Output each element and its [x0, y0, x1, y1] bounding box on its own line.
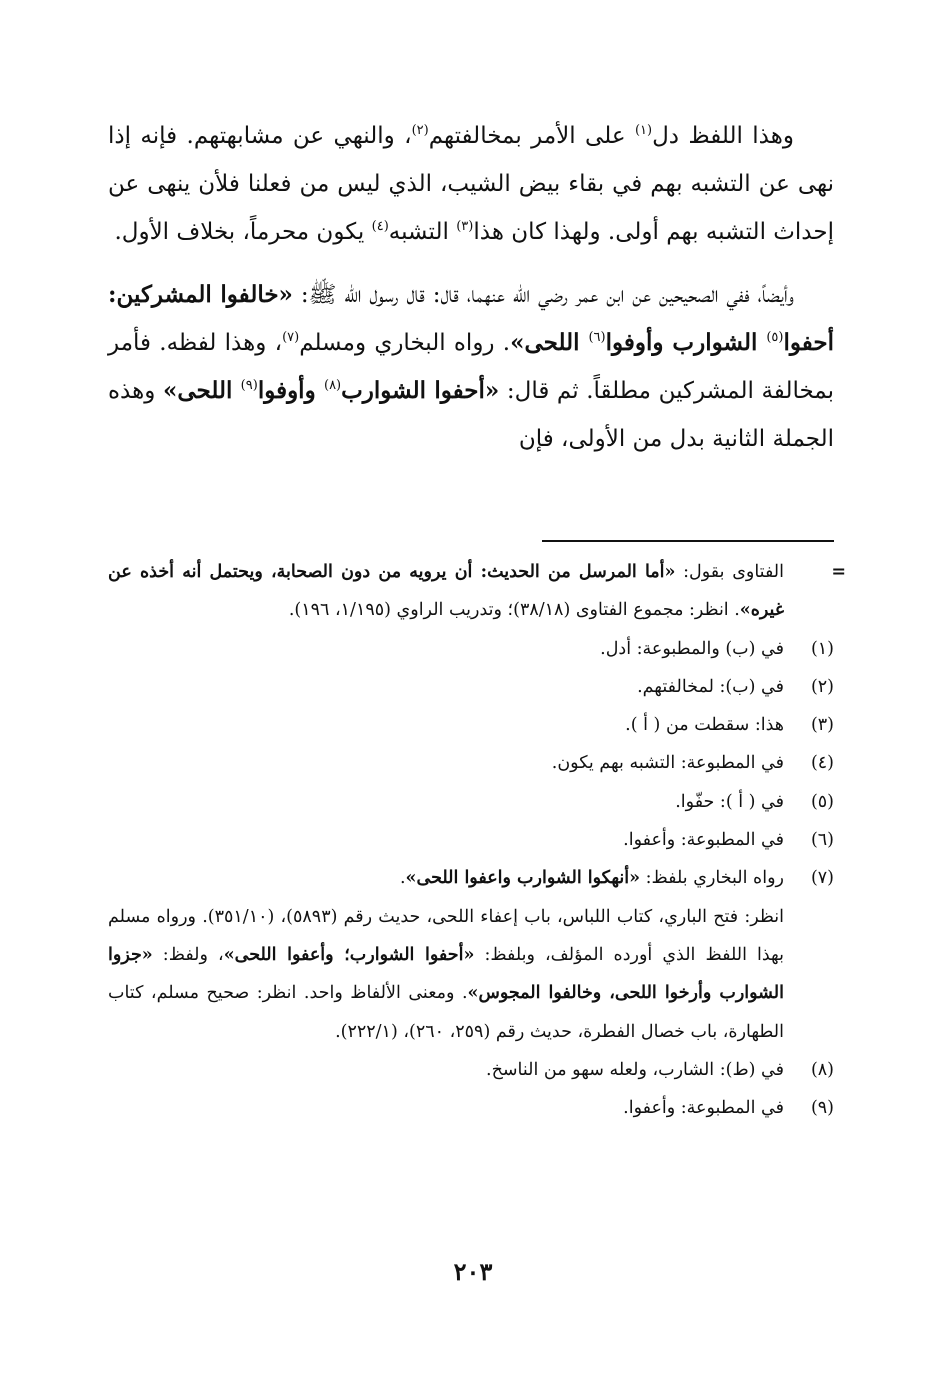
footnote-number: (٨) — [810, 1059, 834, 1080]
footnote-text: . انظر: مجموع الفتاوى (٣٨/١٨)؛ وتدريب الراوي (١/١٩٥، ١٩٦). — [288, 600, 740, 621]
paragraph-text: يكون محرماً، بخلاف الأول. — [114, 219, 372, 245]
page-number: ٢٠٣ — [453, 1257, 493, 1286]
paragraph — [108, 112, 834, 256]
footnote-divider — [542, 540, 834, 542]
footnote-number: (٩) — [810, 1098, 834, 1119]
footnote-quote: «أما المرسل من الحديث: أن يرويه من دون الصحابة، ويحتمل أنه أخذه عن غيره» — [108, 562, 784, 621]
footnote-reference[interactable]: (٨) — [323, 378, 342, 393]
paragraph-text: . رواه البخاري ومسلم — [299, 330, 511, 356]
footnote-text: رواه البخاري بلفظ: — [640, 868, 784, 889]
paragraph-text: ، والنهي عن مشابهتهم. فإنه إذا نهى عن التشبه بهم في بقاء بيض الشيب، الذي ليس من فعلنا فلأن ينهى عن إحداث التشبه بهم أولى. ولهذا كان هذا — [108, 123, 834, 245]
footnotes — [108, 553, 846, 1127]
footnote-quote: «أحفوا الشوارب؛ وأعفوا اللحى» — [223, 944, 475, 965]
footnote-item — [108, 1051, 834, 1089]
footnote-number: (٣) — [810, 715, 834, 736]
footnote-text: . — [399, 868, 406, 889]
footnote-text: في (ب): لمخالفتهم. — [637, 676, 784, 697]
footnote-number: (٥) — [810, 791, 834, 812]
footnote-text: ، ولفظ: — [152, 944, 224, 965]
footnote-item — [108, 706, 834, 744]
footnote-item — [108, 783, 834, 821]
paragraph — [108, 271, 834, 463]
hadith-quote: وأوفوا — [257, 377, 324, 404]
footnote-item — [108, 859, 834, 897]
footnote-reference[interactable]: (٢) — [411, 123, 429, 138]
footnote-reference[interactable]: (٤) — [371, 219, 389, 234]
footnote-text: الفتاوى بقول: — [675, 562, 785, 582]
footnote-number: (٦) — [810, 830, 834, 851]
hadith-quote: اللحى» — [510, 329, 589, 356]
continuation-mark: = — [831, 562, 846, 582]
footnote-text: في المطبوعة: وأعفوا. — [623, 1098, 784, 1119]
hadith-quote: اللحى» — [162, 377, 241, 404]
footnote-reference[interactable]: (٣) — [456, 219, 474, 234]
hadith-quote: «أحفوا الشوارب — [341, 377, 500, 404]
footnote-item — [108, 630, 834, 668]
footnote-text: . ومعنى الألفاظ واحد. انظر: صحيح مسلم، كتاب الطهارة، باب خصال الفطرة، حديث رقم (٢٥٩، ٢٦٠)، (٢٢٢/١). — [108, 983, 784, 1042]
footnote-reference[interactable]: (٧) — [282, 330, 300, 345]
paragraph-text: وهذا اللفظ دل — [652, 123, 794, 149]
footnote-text: في المطبوعة: التشبه بهم يكون. — [551, 753, 784, 774]
footnote-continuation — [108, 553, 846, 630]
footnote-reference[interactable]: (١) — [634, 123, 653, 138]
footnote-item — [108, 744, 834, 782]
footnote-quote: «جزوا الشوارب وأرخوا اللحى، وخالفوا المجوس» — [108, 944, 784, 1004]
main-text — [108, 112, 834, 463]
footnote-text: هذا: سقطت من ( أ ). — [625, 715, 784, 736]
footnote-item — [108, 821, 834, 859]
paragraph-text: وهذه الجملة الثانية بدل من الأولى، فإن — [108, 378, 834, 452]
footnote-text: في المطبوعة: وأعفوا. — [623, 830, 784, 851]
paragraph-text: على الأمر بمخالفتهم — [428, 123, 635, 149]
footnote-reference[interactable]: (٥) — [766, 330, 784, 345]
footnote-number: (٤) — [810, 753, 834, 774]
footnote-item — [108, 668, 834, 706]
footnote-text: في (ب) والمطبوعة: أدل. — [600, 638, 784, 659]
footnote-text: انظر: فتح الباري، كتاب اللباس، باب إعفاء اللحى، حديث رقم (٥٨٩٣)، (٣٥١/١٠). ورواه مسلم بهذا اللفظ الذي أورده المؤلف، وبلفظ: — [108, 906, 784, 965]
paragraph-text: ، وهذا لفظه. فأمر بمخالفة المشركين مطلقاً. ثم قال: — [108, 330, 834, 404]
footnote-number: (٢) — [810, 676, 834, 697]
footnote-reference[interactable]: (٩) — [240, 378, 258, 393]
footnote-item-body — [108, 898, 834, 1051]
hadith-quote: «خالفوا المشركين: أحفوا — [108, 281, 834, 356]
footnote-quote: «أنهكوا الشوارب واعفوا اللحى» — [405, 868, 641, 889]
footnote-item — [108, 1089, 834, 1127]
footnote-number: (١) — [810, 638, 834, 659]
footnote-text: في (ط): الشارب، ولعله سهو من الناسخ. — [486, 1059, 784, 1080]
footnote-text: في ( أ ): حفّوا. — [675, 791, 784, 812]
hadith-quote: الشوارب وأوفوا — [605, 329, 767, 356]
paragraph-text: التشبه — [388, 219, 457, 245]
footnote-number: (٧) — [810, 868, 834, 889]
footnote-reference[interactable]: (٦) — [588, 330, 606, 345]
paragraph-text: وأيضاً، ففي الصحيحين عن ابن عمر رضي الله عنهما، قال: قال رسول الله ﷺ: — [292, 282, 794, 308]
